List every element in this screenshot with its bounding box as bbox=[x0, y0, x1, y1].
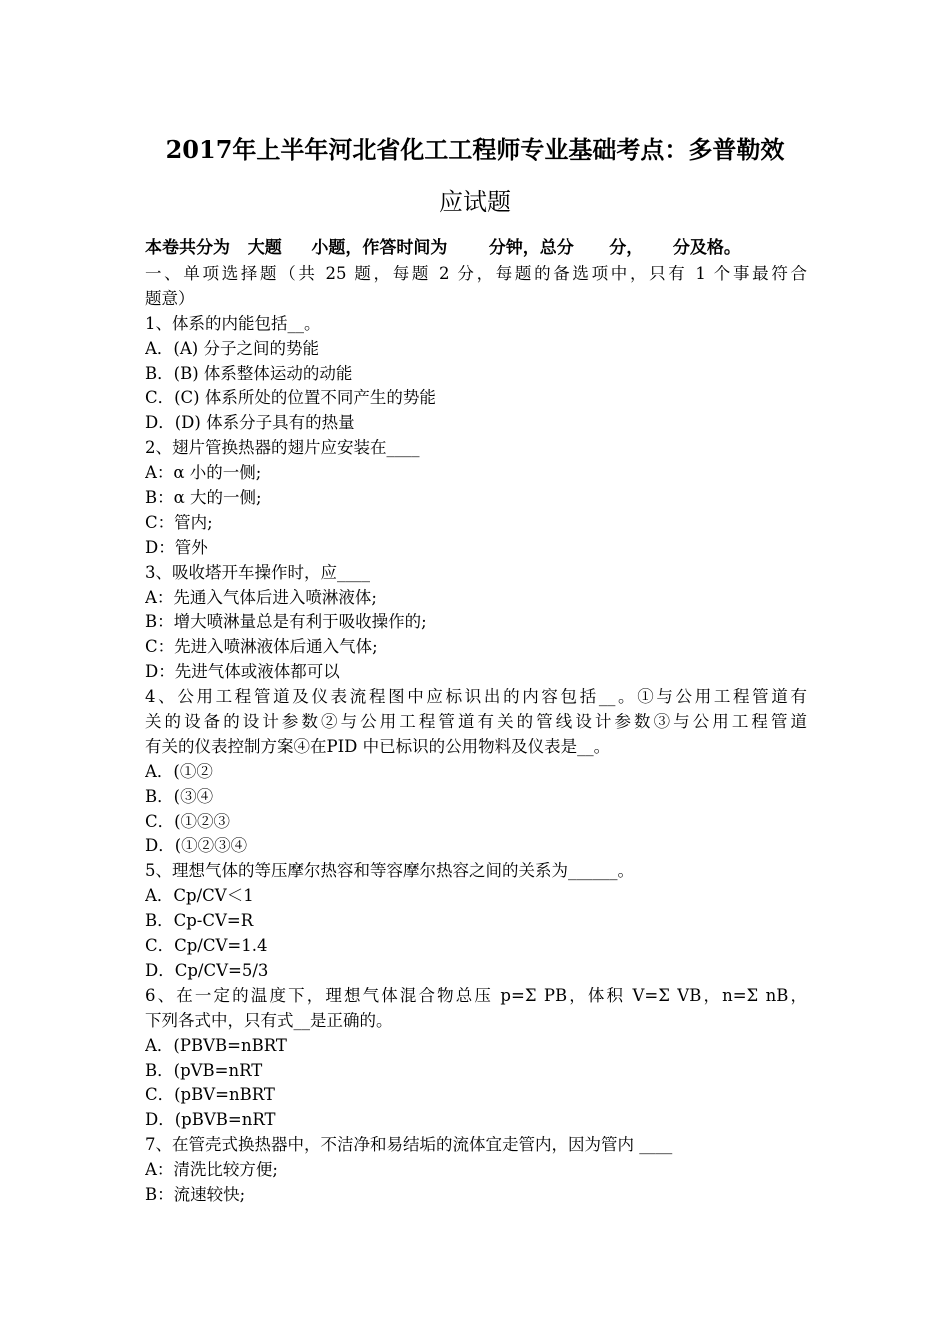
section-heading: 一、单项选择题（共 25 题，每题 2 分，每题的备选项中，只有 1 个事最符合 bbox=[145, 264, 807, 283]
question-stem: 下列各式中，只有式__是正确的。 bbox=[145, 1010, 393, 1030]
answer-option: B：α 大的一侧; bbox=[145, 488, 262, 508]
answer-option: C．(C) 体系所处的位置不同产生的势能 bbox=[145, 388, 436, 408]
answer-option: C．Cp/CV=1.4 bbox=[145, 936, 268, 956]
answer-option: D．Cp/CV=5/3 bbox=[145, 960, 269, 980]
answer-option: B：增大喷淋量总是有利于吸收操作的; bbox=[145, 612, 427, 632]
question-stem: 2、翅片管换热器的翅片应安装在____ bbox=[145, 438, 420, 458]
answer-option: A．(A) 分子之间的势能 bbox=[145, 338, 319, 358]
answer-option: A．(①② bbox=[145, 761, 213, 781]
answer-option: C．(①②③ bbox=[145, 811, 231, 831]
answer-option: A：α 小的一侧; bbox=[145, 463, 262, 483]
answer-option: C：先进入喷淋液体后通入气体; bbox=[145, 637, 378, 657]
question-stem: 有关的仪表控制方案④在PID 中已标识的公用物料及仪表是__。 bbox=[145, 736, 611, 756]
answer-option: B．Cp-CV=R bbox=[145, 911, 254, 931]
answer-option: D：管外 bbox=[145, 537, 208, 557]
answer-option: A．Cp/CV＜1 bbox=[145, 886, 254, 906]
answer-option: D．(pBVB=nRT bbox=[145, 1110, 276, 1130]
answer-option: B．(pVB=nRT bbox=[145, 1060, 263, 1080]
answer-option: A：先通入气体后进入喷淋液体; bbox=[145, 587, 377, 607]
answer-option: C：管内; bbox=[145, 512, 213, 532]
answer-option: B．(B) 体系整体运动的动能 bbox=[145, 363, 353, 383]
question-stem: 5、理想气体的等压摩尔热容和等容摩尔热容之间的关系为______。 bbox=[145, 861, 634, 881]
exam-intro: 本卷共分为 大题 小题，作答时间为 分钟，总分 分， 分及格。 bbox=[145, 238, 741, 258]
answer-option: A：清洗比较方便; bbox=[145, 1160, 278, 1180]
answer-option: B．(③④ bbox=[145, 786, 214, 806]
question-stem: 6、在一定的温度下，理想气体混合物总压 p=Σ PB，体积 V=Σ VB，n=Σ nB， bbox=[145, 985, 807, 1005]
exam-body bbox=[145, 262, 807, 1208]
section-heading-cont: 题意） bbox=[145, 288, 195, 308]
answer-option: C．(pBV=nBRT bbox=[145, 1085, 275, 1105]
question-stem: 1、体系的内能包括__。 bbox=[145, 313, 321, 333]
answer-option: B：流速较快; bbox=[145, 1184, 246, 1204]
answer-option: A．(PBVB=nBRT bbox=[145, 1035, 287, 1055]
page-title-line-1: 2017年上半年河北省化工工程师专业基础考点：多普勒效 bbox=[165, 135, 785, 164]
question-stem: 4、公用工程管道及仪表流程图中应标识出的内容包括__。①与公用工程管道有 bbox=[145, 687, 807, 707]
answer-option: D：先进气体或液体都可以 bbox=[145, 662, 340, 682]
answer-option: D．(①②③④ bbox=[145, 836, 248, 856]
question-stem: 3、吸收塔开车操作时，应____ bbox=[145, 562, 370, 582]
question-stem: 7、在管壳式换热器中，不洁净和易结垢的流体宜走管内，因为管内 ____ bbox=[145, 1135, 673, 1155]
page-title-line-2: 应试题 bbox=[439, 188, 511, 216]
answer-option: D．(D) 体系分子具有的热量 bbox=[145, 413, 355, 433]
question-stem: 关的设备的设计参数②与公用工程管道有关的管线设计参数③与公用工程管道 bbox=[145, 712, 807, 732]
